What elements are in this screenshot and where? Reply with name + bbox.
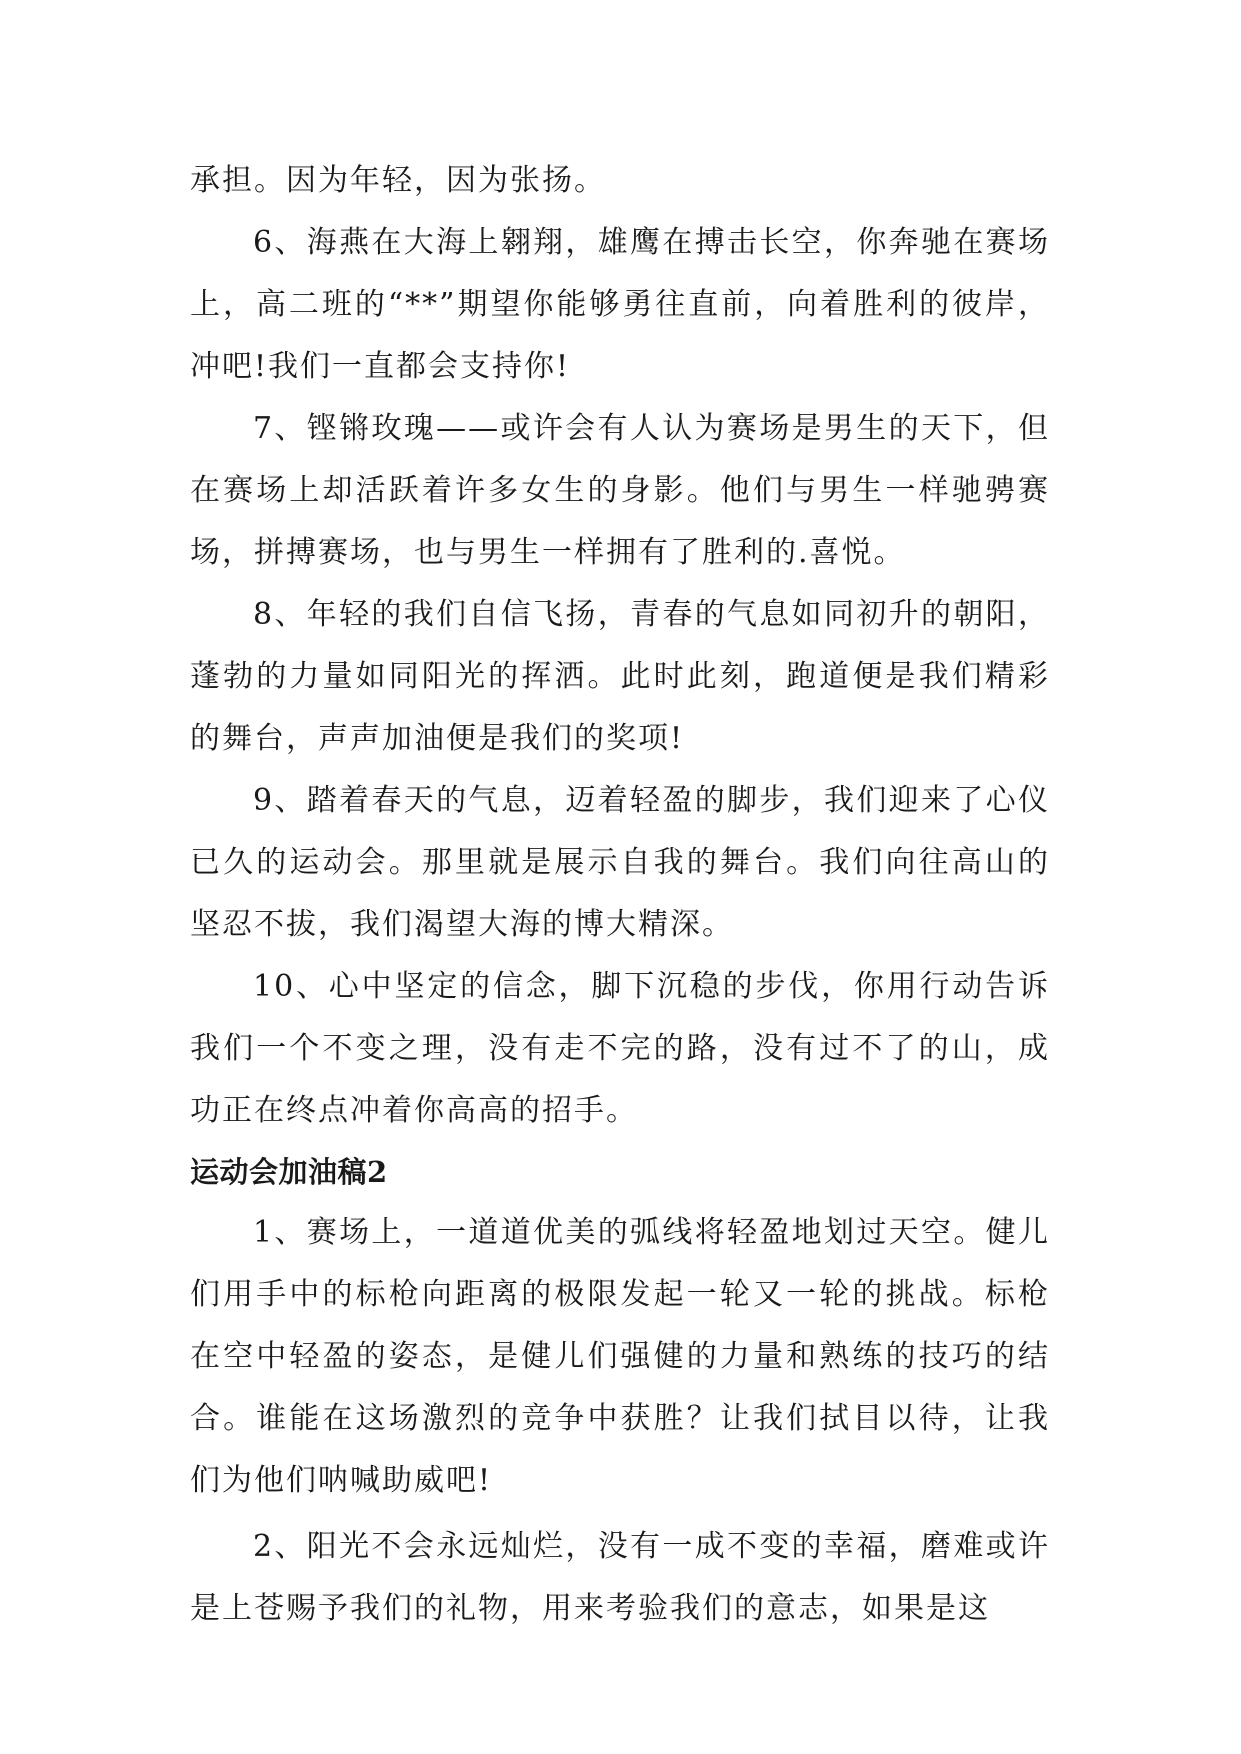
paragraph-item-10: 10、心中坚定的信念，脚下沉稳的步伐，你用行动告诉我们一个不变之理，没有走不完的路，没有过不了的山，成功正在终点冲着你高高的招手。	[190, 969, 1050, 1128]
paragraph-item-8: 8、年轻的我们自信飞扬，青春的气息如同初升的朝阳，蓬勃的力量如同阳光的挥洒。此时此刻，跑道便是我们精彩的舞台，声声加油便是我们的奖项!	[190, 597, 1050, 756]
paragraph-item-6: 6、海燕在大海上翱翔，雄鹰在搏击长空，你奔驰在赛场上，高二班的“**”期望你能够勇往直前，向着胜利的彼岸，冲吧!我们一直都会支持你!	[190, 225, 1050, 384]
paragraph-continuation: 承担。因为年轻，因为张扬。	[190, 163, 606, 198]
section-paragraph-1: 1、赛场上，一道道优美的弧线将轻盈地划过天空。健儿们用手中的标枪向距离的极限发起一轮又一轮的挑战。标枪在空中轻盈的姿态，是健儿们强健的力量和熟练的技巧的结合。谁能在这场激烈的竞争中获胜？让我们拭目以待，让我们为他们呐喊助威吧!	[190, 1215, 1050, 1498]
document-body	[190, 150, 1050, 1640]
section-paragraph-2: 2、阳光不会永远灿烂，没有一成不变的幸福，磨难或许是上苍赐予我们的礼物，用来考验我们的意志，如果是这	[190, 1529, 1050, 1626]
section-title: 运动会加油稿2	[190, 1155, 388, 1189]
paragraph-item-7: 7、铿锵玫瑰——或许会有人认为赛场是男生的天下，但在赛场上却活跃着许多女生的身影。他们与男生一样驰骋赛场，拼搏赛场，也与男生一样拥有了胜利的.喜悦。	[190, 411, 1050, 570]
paragraph-item-9: 9、踏着春天的气息，迈着轻盈的脚步，我们迎来了心仪已久的运动会。那里就是展示自我的舞台。我们向往高山的坚忍不拔，我们渴望大海的博大精深。	[190, 783, 1050, 942]
